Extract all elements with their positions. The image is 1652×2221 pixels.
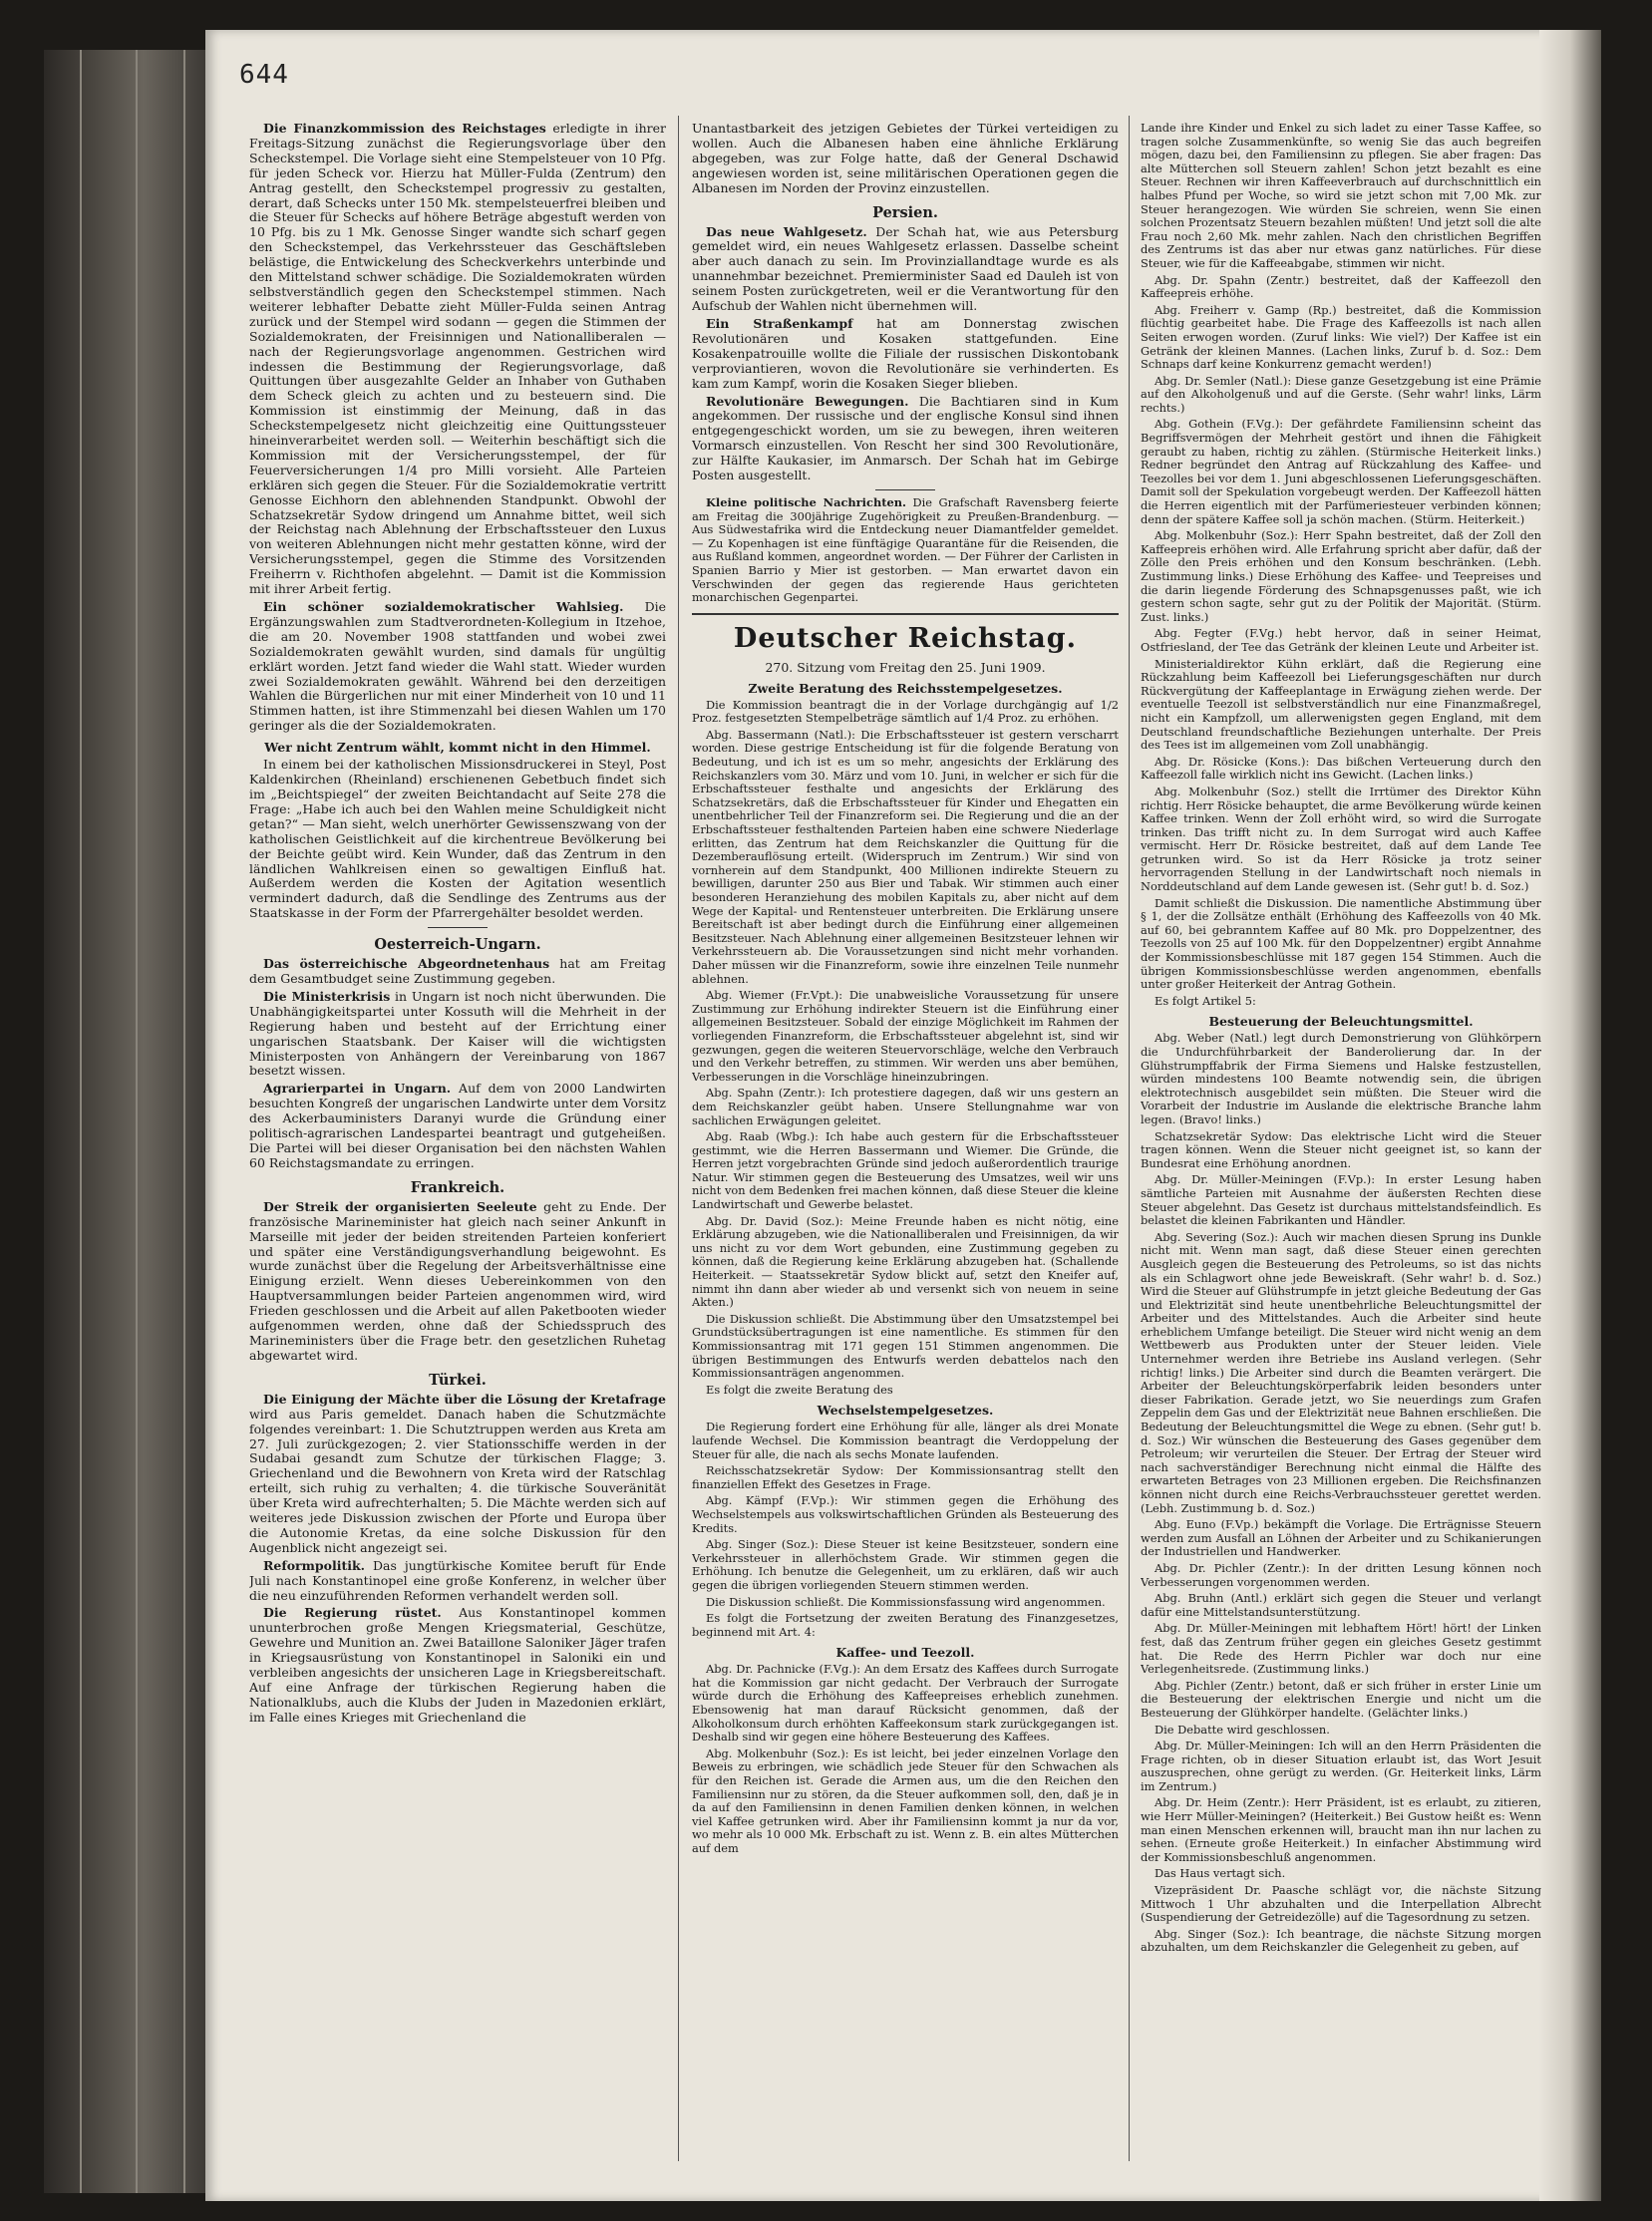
debate-paragraph: Abg. Singer (Soz.): Ich beantrage, die nächste Sitzung morgen abzuhalten, um dem Reichskanzler die Gelegenheit zu geben, auf <box>1141 1926 1541 1955</box>
reichstag-masthead: Deutscher Reichstag. <box>733 622 1078 654</box>
article-paragraph: Unantastbarkeit des jetzigen Gebietes der Türkei verteidigen zu wollen. Auch die Albanesen haben eine ähnliche Erklärung abgegeben, was zur Folge hatte, daß der General Dschawid angewiesen worden ist, seine militärischen Operationen gegen die Albanesen im Norden der Provinz einzustellen. <box>692 122 1119 195</box>
debate-paragraph: Die Kommission beantragt die in der Vorlage durchgängig auf 1/2 Proz. festgesetzten Stempelbeträge sämtlich auf 1/4 Proz. zu erhöhen. <box>692 697 1119 726</box>
debate-paragraph: Abg. Spahn (Zentr.): Ich protestiere dagegen, daß wir uns gestern an dem Reichskanzler geübt haben. Unsere Stellungnahme war von sachlichen Erwägungen geleitet. <box>692 1086 1119 1127</box>
article-paragraph: Revolutionäre Bewegungen. Die Bachtiaren sind in Kum angekommen. Der russische und der englische Konsul sind ihnen entgegengeschickt worden, um sie zu bewegen, ihren weiteren Vormarsch einzustellen. Von Rescht her sind 300 Revolutionäre, zur Hälfte Kaukasier, im Anmarsch. Der Schah hat im Gebirge Posten ausgestellt. <box>692 393 1119 483</box>
section-heading: Frankreich. <box>410 1178 505 1196</box>
article-heading: Wer nicht Zentrum wählt, kommt nicht in den Himmel. <box>264 740 651 756</box>
page-edge-shadow <box>1539 30 1601 2201</box>
article-paragraph: Reformpolitik. Das jungtürkische Komitee beruft für Ende Juli nach Konstantinopel eine große Konferenz, in welcher über die neu einzuführenden Reformen verhandelt werden soll. <box>249 1557 666 1603</box>
debate-block <box>692 699 1119 1398</box>
debate-block <box>1141 122 1541 1008</box>
article-paragraph: Das neue Wahlgesetz. Der Schah hat, wie aus Petersburg gemeldet wird, ein neues Wahlgesetz erlassen. Dasselbe scheint aber auch danach zu sein. Im Provinziallandtage wurde es als unannehmbar bezeichnet. Premierminister Saad ed Dauleh ist von seinem Posten zurückgetreten, weil er die Verantwortung für den Aufschub der Wahlen nicht übernehmen will. <box>692 223 1119 314</box>
debate-paragraph: Vizepräsident Dr. Paasche schlägt vor, die nächste Sitzung Mittwoch 1 Uhr abzuhalten und die Interpellation Albrecht (Suspendierung der Getreidezölle) auf die Tagesordnung zu setzen. <box>1141 1883 1541 1925</box>
debate-paragraph: Abg. Weber (Natl.) legt durch Demonstrierung von Glühkörpern die Undurchführbarkeit der Banderolierung dar. In der Glühstrumpffabrik der Firma Siemens und Halske festzustellen, würden mindestens 100 Beamte notwendig sein, die übrigen elektrotechnisch ausgebildet sein müßten. Die Steuer wird die Vorarbeit der Industrie im Auslande die elektrische Branche lahm legen. (Bravo! links.) <box>1141 1031 1541 1126</box>
article-paragraph: In einem bei der katholischen Missionsdruckerei in Steyl, Post Kaldenkirchen (Rheinland) erschienenen Gebetbuch findet sich im „Beichtspiegel“ der zweiten Beichtandacht auf Seite 278 die Frage: „Habe ich auch bei den Wahlen meine Schuldigkeit nicht getan?“ — Man sieht, welch unerhörter Gewissenszwang von der katholischen Geistlichkeit auf die kirchentreue Bevölkerung bei der Beichte geübt wird. Kein Wunder, daß das Zentrum in den ländlichen Wahlkreisen einen so gewaltigen Einfluß hat. Außerdem werden die Kosten der Agitation wesentlich vermindert dadurch, daß die Sendlinge des Zentrums aus der Staatskasse in der Form der Pfarrergehälter besoldet werden. <box>249 757 666 921</box>
section-heading: Oesterreich-Ungarn. <box>374 936 541 954</box>
debate-paragraph: Abg. Bassermann (Natl.): Die Erbschaftssteuer ist gestern verscharrt worden. Diese gestrige Entscheidung ist für die folgende Beratung von Bedeutung, und ich ist es um so mehr, angesichts der Erklärung des Reichskanzlers vom 30. März und vom 10. Juni, in welcher er sich für die Erbschaftssteuer festhalte und angesichts der Erklärung des Schatzsekretärs, daß die Erbschaftssteuer für Kinder und Ehegatten ein unentbehrlicher Teil der Finanzreform sei. Die Regierung und die an der Erbschaftssteuer festhaltenden Parteien haben eine schwere Niederlage erlitten, das Zentrum hat dem Reichskanzler die Quittung für die Dezemberauflösung erteilt. (Widerspruch im Zentrum.) Wir sind von vornherein auf dem Standpunkt, 400 Millionen indirekte Steuern zu bewilligen, darunter 250 aus Bier und Tabak. Wir stimmen auch einer besonderen Heranziehung des mobilen Kapitals zu, aber nicht auf dem Wege der Kapital- und Rentensteuer unterbreiten. Die Erklärung unsere Bereitschaft ist aber bedingt durch die Einführung einer allgemeinen Besitzsteuer. Nach Ablehnung einer allgemeinen Besitzsteuer lehnen wir Verkehrssteuern ab. Die Voraussetzungen sind nicht mehr vorhanden. Daher müssen wir die Finanzreform, sowie ihre einzelnen Teile nunmehr ablehnen. <box>692 727 1119 986</box>
article-paragraph: Die Regierung rüstet. Aus Konstantinopel kommen ununterbrochen große Mengen Kriegsmaterial, Geschütze, Gewehre und Munition an. Zwei Bataillone Saloniker Jäger trafen in Kriegsausrüstung von Konstantinopel in Saloniki ein und verbleiben angesichts der unsicheren Lage in Kriegsbereitschaft. Auf eine Anfrage der türkischen Regierung haben die Nationalklubs, auch die Klubs der Juden in Mazedonien erklärt, im Falle eines Krieges mit Griechenland die <box>249 1605 666 1725</box>
article-heading: Kaffee- und Teezoll. <box>835 1645 975 1661</box>
article-paragraph: Ein schöner sozialdemokratischer Wahlsieg. Die Ergänzungswahlen zum Stadtverordneten-Kollegium in Itzehoe, die am 20. November 1908 stattfanden und wobei zwei Sozialdemokraten gewählt wurden, sind damals für ungültig erklärt worden. Jetzt fand wieder die Wahl statt. Wieder wurden zwei Sozialdemokraten gewählt. Während bei den derzeitigen Wahlen die Bürgerlichen nur mit einer Minderheit von 10 und 11 Stimmen hatten, ist ihre Stimmenzahl bei diesen Wahlen um 170 geringer als die der Sozialdemokraten. <box>249 599 666 734</box>
debate-paragraph: Abg. Dr. Müller-Meiningen mit lebhaftem Hört! hört! der Linken fest, daß das Zentrum früher gegen ein gleiches Gesetz gestimmt hat. Die Rede des Herrn Pichler war doch nur eine Verlegenheitsrede. (Zustimmung links.) <box>1141 1621 1541 1677</box>
section-heading: Persien. <box>872 203 938 221</box>
debate-paragraph: Abg. Dr. Semler (Natl.): Diese ganze Gesetzgebung ist eine Prämie auf den Alkoholgenuß und auf die Gerste. (Sehr wahr! links, Lärm rechts.) <box>1141 373 1541 415</box>
debate-paragraph: Abg. Kämpf (F.Vp.): Wir stimmen gegen die Erhöhung des Wechselstempels aus volkswirtschaftlichen Gründen als Besteuerung des Kredits. <box>692 1493 1119 1535</box>
debate-paragraph: Abg. Dr. Heim (Zentr.): Herr Präsident, ist es erlaubt, zu zitieren, wie Herr Müller-Meiningen? (Heiterkeit.) Bei Gustow heißt es: Wenn man einen Menschen erkennen will, braucht man ihn nur lachen zu sehen. (Erneute große Heiterkeit.) In einfacher Abstimmung wird der Kommissionsbeschluß angenommen. <box>1141 1795 1541 1864</box>
debate-paragraph: Abg. Severing (Soz.): Auch wir machen diesen Sprung ins Dunkle nicht mit. Wenn man sagt, daß diese Steuer einen gerechten Ausgleich gegen die Besteuerung des Petroleums, so ist das nichts als ein Schlagwort ohne jede Beweiskraft. (Sehr wahr! b. d. Soz.) Wird die Steuer auf Glühstrumpfe in jetzt gleiche Bedeutung der Gas und Elektrizität sind heute unentbehrliche Beleuchtungsmittel der Arbeiter und des Mittelstandes. Auch die Arbeiter sind heute erheblichem Umfange beteiligt. Die Steuer wird nicht wenig an dem Wettbewerb aus Produkten unter der Steuer leiden. Viele Unternehmer werden ihre Betriebe ins Ausland verlegen. (Sehr richtig! links.) Die Arbeiter sind durch die Beamten verärgert. Die Arbeiter der Beleuchtungskörperfabrik leiden besonders unter dieser Fabrikation. Gerade jetzt, wo Sie neuerdings zum Grafen Zeppelin dem Gas und der Elektrizität neue Bahnen erschließen. Die Bedeutung der Beleuchtungsmittel die Wege zu ebnen. (Sehr gut! b. d. Soz.) Wir wünschen die Besteuerung des Gases gegenüber dem Petroleum; wir verurteilen die Steuer. Der Ertrag der Steuer wird nach sachverständiger Berechnung nicht einmal die Hälfte des erwarteten Betrages von 23 Millionen ergeben. Die Reichsfinanzen können nicht durch eine Reichs-Verbrauchssteuer gerettet werden. (Lebh. Zustimmung b. d. Soz.) <box>1141 1229 1541 1515</box>
article-paragraph: Der Streik der organisierten Seeleute geht zu Ende. Der französische Marineminister hat gleich nach seiner Ankunft in Marseille mit jeder der beiden streitenden Parteien konferiert und später eine Verständigungsverhandlung beigewohnt. Es wurde zunächst über die Regelung der Arbeitsverhältnisse eine Einigung erzielt. Wenn dieses Uebereinkommen von den Hauptversammlungen beider Parteien angenommen wird, wird Frieden geschlossen und die Arbeit auf allen Paketbooten wieder aufgenommen werden, ohne daß der Schiedsspruch des Marineministers über die Frage betr. den gesetzlichen Ruhetag abgewartet wird. <box>249 1198 666 1363</box>
article-paragraph: Ein Straßenkampf hat am Donnerstag zwischen Revolutionären und Kosaken stattgefunden. Eine Kosakenpatrouille wollte die Filiale der russischen Diskontobank verproviantieren, wovon die Revolutionäre sie verhinderten. Es kam zum Kampf, worin die Kosaken Sieger blieben. <box>692 315 1119 391</box>
section-heading: Türkei. <box>429 1371 487 1389</box>
page-number: 644 <box>239 60 289 90</box>
debate-paragraph: Abg. Dr. Rösicke (Kons.): Das bißchen Verteuerung durch den Kaffeezoll falle wirklich nicht ins Gewicht. (Lachen links.) <box>1141 754 1541 783</box>
column-2 <box>692 122 1119 2155</box>
debate-paragraph: Abg. Dr. Pachnicke (F.Vg.): An dem Ersatz des Kaffees durch Surrogate hat die Kommission gar nicht gedacht. Der Verbrauch der Surrogate würde durch die Erhöhung des Kaffeepreises erheblich zunehmen. Ebensowenig hat man darauf Rücksicht genommen, daß der Alkoholkonsum durch erhöhten Kaffeekonsum stark zurückgegangen ist. Deshalb sind wir gegen eine höhere Besteuerung des Kaffees. <box>692 1662 1119 1745</box>
column-rule <box>678 116 679 2161</box>
debate-paragraph: Abg. Dr. Spahn (Zentr.) bestreitet, daß der Kaffeezoll den Kaffeepreis erhöhe. <box>1141 272 1541 301</box>
debate-paragraph: Abg. Dr. Pichler (Zentr.): In der dritten Lesung können noch Verbesserungen vorgenommen werden. <box>1141 1560 1541 1589</box>
debate-paragraph: Abg. Wiemer (Fr.Vpt.): Die unabweisliche Voraussetzung für unsere Zustimmung zur Erhöhung indirekter Steuern ist die Einführung einer allgemeinen Besitzsteuer. Sobald der einzige Möglichkeit im Rahmen der vorliegenden Finanzreform, die Erbschaftssteuer abgelehnt ist, sind wir gezwungen, gegen die weiteren Steuervorschläge, welche den Verbrauch und den Verkehr betreffen, zu stimmen. Wir werden uns aber bemühen, Verbesserungen in die Vorschläge hineinzubringen. <box>692 988 1119 1084</box>
divider <box>428 927 488 928</box>
debate-paragraph: Die Debatte wird geschlossen. <box>1155 1722 1330 1737</box>
article-paragraph: Die Finanzkommission des Reichstages erledigte in ihrer Freitags-Sitzung zunächst die Regierungsvorlage über den Scheckstempel. Die Vorlage sieht eine Stempelsteuer von 10 Pfg. für jeden Scheck vor. Hierzu hat Müller-Fulda (Zentrum) den Antrag gestellt, den Scheckstempel progressiv zu gestalten, derart, daß Schecks unter 150 Mk. stempelsteuerfrei bleiben und die Steuer für Schecks auf höhere Beträge abgestuft werden von 10 Pfg. bis zu 1 Mk. Genosse Singer wandte sich scharf gegen den Scheckstempel, das Verkehrssteuer das Geschäftsleben belästige, die Entwickelung des Scheckverkehrs unterbinde und den Mittelstand schwer schädige. Die Sozialdemokraten würden selbstverständlich gegen den Scheckstempel stimmen. Nach weiterer lebhafter Debatte zieht Müller-Fulda seinen Antrag zurück und der Stempel wird sodann — gegen die Stimmen der Sozialdemokraten, der Freisinnigen und Nationalliberalen — nach der Regierungsvorlage angenommen. Gestrichen wird indessen die Bestimmung der Regierungsvorlage, daß Quittungen über ausgezahlte Gelder an Inhaber von Guthaben dem Scheck gleich zu achten und zu besteuern sind. Die Kommission ist einstimmig der Meinung, daß in das Scheckstempelgesetz nicht gleichzeitig eine Quittungssteuer hineinverarbeitet werden soll. — Weiterhin beschäftigt sich die Kommission mit der Versicherungsstempel, der für Feuerversicherungen 1/4 pro Milli vorsieht. Alle Parteien erklären sich gegen die Steuer. Für die Sozialdemokratie vertritt Genosse Eichhorn den ablehnenden Standpunkt. Obwohl der Schatzsekretär Sydow dringend um Annahme bittet, weil sich der Reichstag nach Ablehnung der Erbschaftssteuer den Luxus von weiteren Ablehnungen nicht mehr gestatten könne, wird der Versicherungsstempel, gegen die Stimme des Vorsitzenden Freiherrn v. Richthofen abgelehnt. — Damit ist die Kommission mit ihrer Arbeit fertig. <box>249 122 666 597</box>
debate-paragraph: Abg. Singer (Soz.): Diese Steuer ist keine Besitzsteuer, sondern eine Verkehrssteuer in allerhöchstem Grade. Wir stimmen gegen die Erhöhung. Ich benutze die Gelegenheit, um zu erklären, daß wir auch gegen die übrigen vorliegenden Steuern stimmen werden. <box>692 1537 1119 1592</box>
article-paragraph: Kleine politische Nachrichten. Die Grafschaft Ravensberg feierte am Freitag die 300jährige Zugehörigkeit zu Preußen-Brandenburg. — Aus Südwestafrika wird die Entdeckung neuer Diamantfelder gemeldet. — Zu Kopenhagen ist eine fünftägige Quarantäne für die Reisenden, die aus Rußland kommen, angeordnet worden. — Der Führer der Carlisten in Spanien Barrio y Mier ist gestorben. — Man erwartet davon ein Verschwinden der gegen das regierende Haus gerichteten monarchischen Gegenpartei. <box>692 494 1119 605</box>
article-paragraph: Das österreichische Abgeordnetenhaus hat am Freitag dem Gesamtbudget seine Zustimmung gegeben. <box>249 956 666 987</box>
article-heading: Besteuerung der Beleuchtungsmittel. <box>1208 1014 1474 1030</box>
debate-paragraph: Abg. Raab (Wbg.): Ich habe auch gestern für die Erbschaftssteuer gestimmt, wie die Herren Bassermann und Wiemer. Die Gründe, die Herren jetzt vorgebrachten Gründe sind jedoch außerordentlich traurige Natur. Wir stimmen gegen die Besteuerung des Umsatzes, weil wir uns nicht von dem Bedenken frei machen können, daß diese Steuer die kleine Landwirtschaft und Gewerbe belastet. <box>692 1129 1119 1212</box>
debate-block <box>692 1663 1119 1855</box>
article-heading: Wechselstempelgesetzes. <box>817 1403 994 1419</box>
debate-paragraph: Abg. Euno (F.Vp.) bekämpft die Vorlage. Die Erträgnisse Steuern werden zum Ausfall an Löhnen der Arbeiter und zu Schikanierungen der Industriellen und Handwerker. <box>1141 1517 1541 1559</box>
debate-paragraph: Abg. Pichler (Zentr.) betont, daß er sich früher in erster Linie um die Besteuerung der elektrischen Energie und nicht um die Besteuerung der Glühkörper handelte. (Gelächter links.) <box>1141 1678 1541 1720</box>
debate-block <box>1141 1032 1541 1955</box>
debate-paragraph: Es folgt Artikel 5: <box>1155 993 1256 1008</box>
debate-paragraph: Abg. Molkenbuhr (Soz.) stellt die Irrtümer des Direktor Kühn richtig. Herr Rösicke behauptet, die arme Bevölkerung würde keinen Kaffee trinken. Wenn der Zoll erhöht wird, so wird die Surrogate trinken. Das trifft nicht zu. In dem Surrogat wird auch Kaffee vermischt. Herr Dr. Rösicke bestreitet, daß auf dem Lande Tee getrunken wird. So ist da Herr Rösicke ja trotz seiner hervorragenden Stellung in der Landwirtschaft noch niemals in Norddeutschland auf dem Lande gewesen ist. (Sehr gut! b. d. Soz.) <box>1141 784 1541 894</box>
debate-paragraph: Es folgt die Fortsetzung der zweiten Beratung des Finanzgesetzes, beginnend mit Art. 4: <box>692 1611 1119 1639</box>
debate-paragraph: Abg. Bruhn (Antl.) erklärt sich gegen die Steuer und verlangt dafür eine Mittelstandsunterstützung. <box>1141 1591 1541 1619</box>
debate-paragraph: Abg. Dr. Müller-Meiningen: Ich will an den Herrn Präsidenten die Frage richten, ob in dieser Situation erlaubt ist, das Wort Jesuit auszusprechen, ohne gerügt zu werden. (Gr. Heiterkeit links, Lärm im Zentrum.) <box>1141 1739 1541 1793</box>
debate-paragraph: Die Diskussion schließt. Die Kommissionsfassung wird angenommen. <box>706 1594 1106 1609</box>
debate-paragraph: Abg. Molkenbuhr (Soz.): Herr Spahn bestreitet, daß der Zoll den Kaffeepreis erhöhen wird. Alle Erfahrung spricht aber dafür, daß der Zölle den Preis erhöhen und den Konsum beschränken. (Lebh. Zustimmung links.) Diese Erhöhung des Kaffee- und Teepreises und die darin liegende Förderung des Schnapsgenusses paßt, wie ich gestern schon sagte, sehr gut zu der Politik der Majorität. (Stürm. Zust. links.) <box>1141 528 1541 624</box>
column-3 <box>1141 122 1541 2155</box>
debate-paragraph: Lande ihre Kinder und Enkel zu sich ladet zu einer Tasse Kaffee, so tragen solche Zusammenkünfte, so wenig Sie das auch begreifen mögen, dazu bei, den Familiensinn zu pflegen. Sie aber fragen: Das alte Mütterchen soll Steuern zahlen! Schon jetzt bezahlt es eine Steuer. Rechnen wir ihren Kaffeeverbrauch auf durchschnittlich ein halbes Pfund per Woche, so wird sie jetzt schon mit 7,00 Mk. zur Steuer herangezogen. Wie würden Sie schreien, wenn Sie einen solchen Prozentsatz Steuern bezahlen müßten! Und jetzt soll die alte Frau noch 2,60 Mk. mehr zahlen. Nach den christlichen Begriffen des Zentrums ist das aber nur etwas ganz natürliches. Für diese Steuer, wie für die Kaffeeabgabe, stimmen wir nicht. <box>1141 122 1541 270</box>
article-paragraph: Die Ministerkrisis in Ungarn ist noch nicht überwunden. Die Unabhängigkeitspartei unter Kossuth will die Mehrheit in der Regierung haben und besteht auf der Errichtung einer ungarischen Staatsbank. Der Kaiser will die wichtigsten Ministerposten von Anhängern der Vereinbarung von 1867 besetzt wissen. <box>249 988 666 1079</box>
divider <box>875 489 935 490</box>
column-1 <box>249 122 666 2155</box>
debate-paragraph: Ministerialdirektor Kühn erklärt, daß die Regierung eine Rückzahlung beim Kaffeezoll bei Lieferungsgeschäften nur durch Rückvergütung der Kaffeeplantage in Erwägung ziehen werde. Der eventuelle Teezoll ist selbstverständlich nur eine Finanzmaßregel, nicht ein Kampfzoll, um allerwenigsten gegen England, mit dem Deutschland freundschaftliche Beziehungen unterhalte. Der Preis des Tees ist im allgemeinen vom Zoll unabhängig. <box>1141 656 1541 753</box>
session-line: 270. Sitzung vom Freitag den 25. Juni 1909. <box>765 659 1046 675</box>
article-paragraph: Agrarierpartei in Ungarn. Auf dem von 2000 Landwirten besuchten Kongreß der ungarischen Landwirte unter dem Vorsitz des Ackerbauministers Daranyi wurde die Gründung einer politisch-agrarischen Landespartei beantragt und gutgeheißen. Die Partei will bei dieser Organisation bei den nächsten Wahlen 60 Reichstagsmandate zu erringen. <box>249 1081 666 1170</box>
debate-paragraph: Reichsschatzsekretär Sydow: Der Kommissionsantrag stellt den finanziellen Effekt des Gesetzes in Frage. <box>692 1463 1119 1491</box>
debate-paragraph: Abg. Dr. David (Soz.): Meine Freunde haben es nicht nötig, eine Erklärung abzugeben, wie die Nationalliberalen und Freisinnigen, da wir uns nicht zu vor dem Wort gebunden, eine Zustimmung gegeben zu können, daß die Regierung keine Erklärung abzugeben hat. (Schallende Heiterkeit. — Staatssekretär Sydow blickt auf, setzt den Kneifer auf, nimmt ihn dann aber wieder ab und versenkt sich von neuem in seine Akten.) <box>692 1213 1119 1310</box>
article-paragraph: Die Einigung der Mächte über die Lösung der Kretafrage wird aus Paris gemeldet. Danach haben die Schutzmächte folgendes vereinbart: 1. Die Schutztruppen werden aus Kreta am 27. Juli zurückgezogen; 2. vier Stationsschiffe werden in der Sudabai gesandt zum Schutze der türkischen Flagge; 3. Griechenland und die Bewohnern von Kreta wird der Ratschlag erteilt, sich ruhig zu verhalten; 4. die türkische Souveränität über Kreta wird aufrechterhalten; 5. Die Mächte werden sich auf weiteres jede Diskussion zwischen der Pforte und Europa über die Autonomie Kretas, da eine solche Diskussion für den Augenblick nicht angezeigt sei. <box>249 1391 666 1555</box>
debate-paragraph: Die Regierung fordert eine Erhöhung für alle, länger als drei Monate laufende Wechsel. Die Kommission beantragt die Verdoppelung der Steuer für alle, die nach als sechs Monate laufenden. <box>692 1420 1119 1461</box>
article-heading: Zweite Beratung des Reichsstempelgesetzes. <box>748 680 1063 696</box>
column-rule <box>1129 116 1130 2161</box>
newspaper-page <box>205 30 1601 2201</box>
debate-block <box>692 1421 1119 1639</box>
debate-paragraph: Es folgt die zweite Beratung des <box>706 1382 893 1397</box>
debate-paragraph: Abg. Dr. Müller-Meiningen (F.Vp.): In erster Lesung haben sämtliche Parteien mit Ausnahme der äußersten Rechten diese Steuer abgelehnt. Das Gesetz ist durchaus mittelstandsfeindlich. Es belastet die kleinen Fabrikanten und Händler. <box>1141 1172 1541 1228</box>
debate-paragraph: Das Haus vertagt sich. <box>1155 1866 1286 1881</box>
debate-paragraph: Abg. Freiherr v. Gamp (Rp.) bestreitet, daß die Kommission flüchtig gearbeitet habe. Die Frage des Kaffeezolls ist nach allen Seiten erwogen worden. (Zuruf links: Wie viel?) Der Kaffee ist ein Getränk der kleinen Mannes. (Lachen links, Zuruf b. d. Soz.: Dem Schnaps darf keine Konkurrenz gemacht werden!) <box>1141 302 1541 372</box>
debate-paragraph: Abg. Molkenbuhr (Soz.): Es ist leicht, bei jeder einzelnen Vorlage den Beweis zu erbringen, wie schädlich jede Steuer für den Schwachen als für den Reichen ist. Gerade die Armen aus, um die den Reichen den Familiensinn nur zu stören, da die Steuer aufkommen soll, den, daß je in da auf den Familiensinn in denen Familien denken können, in welchen viel Kaffee getrunken wird. Aber ihr Familiensinn kommt ja nur da vor, wo mehr als 10 000 Mk. Erbschaft zu ist. Wenn z. B. ein altes Mütterchen auf dem <box>692 1745 1119 1855</box>
debate-paragraph: Die Diskussion schließt. Die Abstimmung über den Umsatzstempel bei Grundstücksübertragungen ist eine namentliche. Es stimmen für den Kommissionsantrag mit 171 gegen 151 Stimmen angenommen. Die übrigen Bestimmungen des Entwurfs werden debattelos nach den Kommissionsanträgen angenommen. <box>692 1311 1119 1381</box>
book-binding <box>44 50 209 2193</box>
debate-paragraph: Abg. Gothein (F.Vg.): Der gefährdete Familiensinn scheint das Begriffsvermögen der Mehrheit gestört und ihnen die Fähigkeit geraubt zu haben, richtig zu zählen. (Stürmische Heiterkeit links.) Redner begründet den Antrag auf Rückzahlung des Kaffee- und Teezolles bei vor dem 1. Juni abgeschlossenen Lieferungsgeschäften. Damit soll der Spekulation vorgebeugt werden. Der Kaffeezoll hätten die Herren eigentlich mit der Parfümeriesteuer verbinden können; denn der spätere Kaffee soll ja schön machen. (Stürm. Heiterkeit.) <box>1141 417 1541 526</box>
debate-paragraph: Abg. Fegter (F.Vg.) hebt hervor, daß in seiner Heimat, Ostfriesland, der Tee das Getränk der kleinen Leute und Arbeiter ist. <box>1141 626 1541 654</box>
debate-paragraph: Damit schließt die Diskussion. Die namentliche Abstimmung über § 1, der die Zollsätze enthält (Erhöhung des Kaffeezolls von 40 Mk. auf 60, bei gebranntem Kaffee auf 80 Mk. pro Doppelzentner, des Teezolls von 25 auf 100 Mk. für den Doppelzentner) ergibt Annahme der Kommissionsbeschlüsse mit 187 gegen 154 Stimmen. Auch die übrigen Kommissionsbeschlüsse werden angenommen, ebenfalls unter großer Heiterkeit der Antrag Gothein. <box>1141 895 1541 992</box>
divider <box>692 613 1119 615</box>
debate-paragraph: Schatzsekretär Sydow: Das elektrische Licht wird die Steuer tragen können. Wenn die Steuer nicht geeignet ist, so kann der Bundesrat eine Erhöhung anordnen. <box>1141 1128 1541 1170</box>
